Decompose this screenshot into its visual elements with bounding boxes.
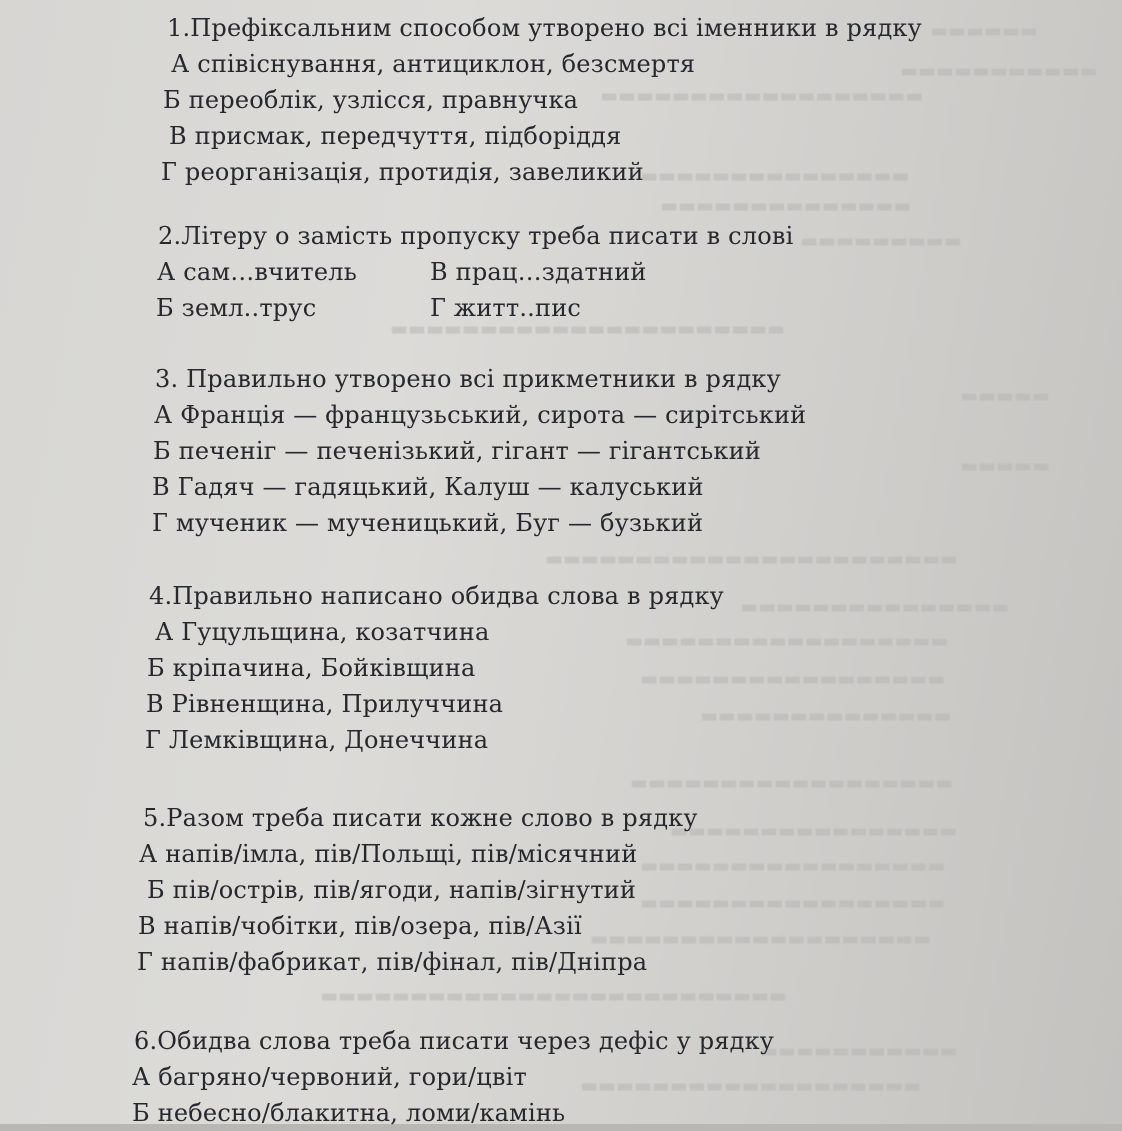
answer-option: Г реорганізація, протидія, завеликий bbox=[161, 158, 644, 186]
bleed-through-text: ▬▬▬▬▬▬▬▬▬▬▬▬▬▬▬▬▬▬ bbox=[625, 630, 949, 652]
answer-option: Б печеніг — печенізький, гігант — гігантський bbox=[153, 437, 761, 465]
bleed-through-text: ▬▬▬▬▬▬▬▬▬ bbox=[800, 230, 962, 252]
question-4 bbox=[145, 578, 724, 758]
bleed-through-text: ▬▬▬▬▬▬▬▬▬▬▬▬▬▬ bbox=[700, 705, 952, 727]
answer-option: В напів/чобітки, пів/озера, пів/Азії bbox=[138, 912, 582, 940]
question-3 bbox=[152, 361, 807, 541]
question-2 bbox=[158, 218, 794, 254]
question-title: 6.Обидва слова треба писати через дефіс у рядку bbox=[134, 1027, 775, 1055]
bleed-through-text: ▬▬▬▬▬▬▬▬▬▬▬▬▬▬▬▬▬ bbox=[640, 668, 946, 690]
answer-option: Б небесно/блакитна, ломи/камінь bbox=[132, 1099, 566, 1127]
answer-option: Б кріпачина, Бойківщина bbox=[147, 654, 476, 682]
answer-option: В Рівненщина, Прилуччина bbox=[146, 690, 504, 718]
answer-option: А багряно/червоний, гори/цвіт bbox=[132, 1063, 527, 1091]
question-5 bbox=[137, 800, 698, 980]
bleed-through-text: ▬▬▬▬▬▬▬▬▬▬▬▬▬▬▬▬ bbox=[670, 820, 958, 842]
bleed-through-text: ▬▬▬▬▬▬▬▬▬▬▬▬▬▬▬▬▬▬ bbox=[630, 772, 954, 794]
answer-option: Б переоблік, узлісся, правнучка bbox=[163, 86, 579, 114]
bleed-through-text: ▬▬▬▬▬▬▬▬▬▬▬▬▬▬▬▬▬▬ bbox=[600, 85, 924, 107]
question-title: 2.Літеру о замість пропуску треба писати в слові bbox=[158, 222, 794, 250]
bleed-through-text: ▬▬▬▬▬▬▬▬▬▬▬ bbox=[760, 1040, 958, 1062]
bleed-through-text: ▬▬▬▬▬▬▬▬▬▬▬▬▬▬▬ bbox=[740, 596, 1010, 618]
question-title: 4.Правильно написано обидва слова в рядку bbox=[149, 582, 724, 610]
bleed-through-text: ▬▬▬▬▬ bbox=[960, 385, 1050, 407]
question-1 bbox=[161, 10, 922, 190]
bleed-through-text: ▬▬▬▬▬▬▬▬▬▬▬▬▬▬▬▬▬▬▬ bbox=[580, 1075, 922, 1097]
answer-option: Г мученик — мученицький, Буг — бузький bbox=[152, 509, 704, 537]
answer-option: Г житт..пис bbox=[430, 294, 582, 322]
bleed-through-text: ▬▬▬▬▬▬▬▬▬▬▬▬▬▬▬▬▬ bbox=[640, 855, 946, 877]
bleed-through-text: ▬▬▬▬▬▬▬▬▬▬▬▬▬▬▬▬▬▬▬ bbox=[590, 928, 932, 950]
answer-option: А співіснування, антициклон, безсмертя bbox=[171, 50, 696, 78]
answer-option: В Гадяч — гадяцький, Калуш — калуський bbox=[152, 473, 704, 501]
bleed-through-text: ▬▬▬▬▬▬ bbox=[930, 20, 1038, 42]
answer-option: А Франція — французьський, сирота — сирітський bbox=[154, 401, 807, 429]
bleed-through-text: ▬▬▬▬▬▬▬▬▬▬▬▬▬▬▬ bbox=[640, 165, 910, 187]
answer-option: В присмак, передчуття, підборіддя bbox=[169, 122, 622, 150]
answer-option: Г Лемківщина, Донеччина bbox=[145, 726, 489, 754]
answer-option: В прац…здатний bbox=[430, 258, 647, 286]
bleed-through-text: ▬▬▬▬▬▬▬▬▬▬▬▬▬▬ bbox=[660, 195, 912, 217]
bleed-through-text: ▬▬▬▬▬ bbox=[960, 455, 1050, 477]
answer-option: А Гуцульщина, козатчина bbox=[155, 618, 490, 646]
question-title: 5.Разом треба писати кожне слово в рядку bbox=[143, 804, 698, 832]
answer-option: Б земл..трус bbox=[156, 294, 317, 322]
bleed-through-text: ▬▬▬▬▬▬▬▬▬▬▬▬▬▬▬▬▬▬▬▬▬▬▬ bbox=[545, 548, 958, 570]
question-title: 3. Правильно утворено всі прикметники в рядку bbox=[155, 365, 781, 393]
answer-option: А сам…вчитель bbox=[157, 258, 357, 286]
question-title: 1.Префіксальним способом утворено всі іменники в рядку bbox=[167, 14, 922, 42]
bleed-through-text: ▬▬▬▬▬▬▬▬▬▬▬ bbox=[900, 60, 1098, 82]
question-6 bbox=[134, 1023, 774, 1131]
answer-option: Г напів/фабрикат, пів/фінал, пів/Дніпра bbox=[137, 948, 648, 976]
answer-option: А напів/імла, пів/Польщі, пів/місячний bbox=[139, 840, 638, 868]
bleed-through-text: ▬▬▬▬▬▬▬▬▬▬▬▬▬▬▬▬▬▬▬▬▬▬ bbox=[390, 318, 785, 340]
answer-option: Б пів/острів, пів/ягоди, напів/зігнутий bbox=[147, 876, 637, 904]
bleed-through-text: ▬▬▬▬▬▬▬▬▬▬▬▬▬▬▬▬▬ bbox=[640, 892, 946, 914]
bleed-through-text: ▬▬▬▬▬▬▬▬▬▬▬▬▬▬▬▬▬▬▬▬▬▬▬▬▬▬ bbox=[320, 985, 787, 1007]
